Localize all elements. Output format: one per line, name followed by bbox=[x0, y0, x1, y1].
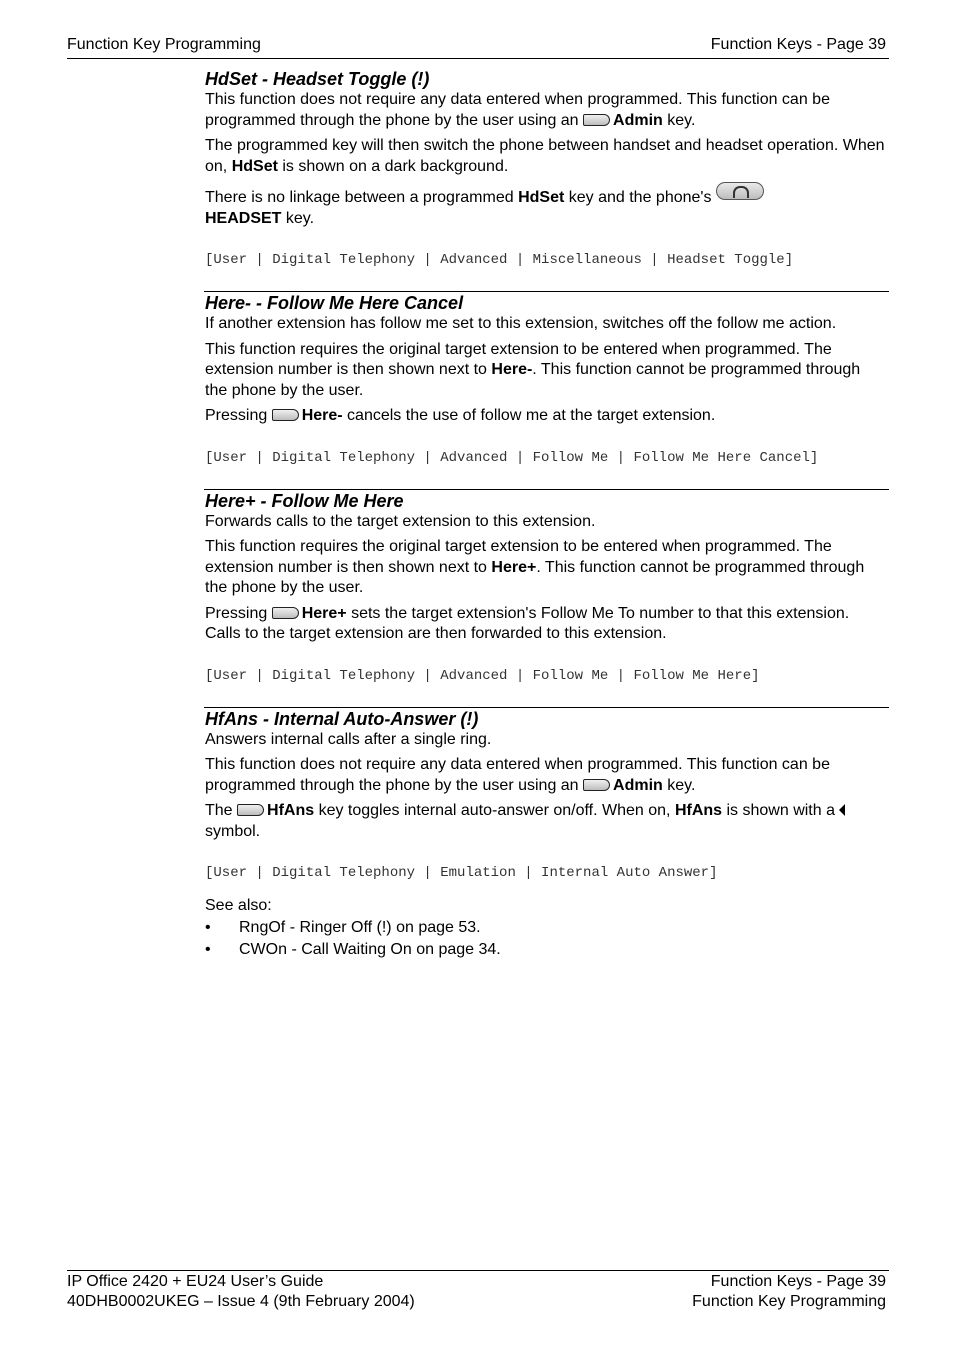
menu-path: [User | Digital Telephony | Emulation | Internal Auto Answer] bbox=[205, 865, 718, 881]
section-title: Here+ - Follow Me Here bbox=[205, 490, 404, 511]
page-content bbox=[205, 68, 889, 961]
footer-doc-id: 40DHB0002UKEG – Issue 4 (9th February 2004) bbox=[67, 1293, 415, 1310]
section-here-plus bbox=[204, 489, 889, 685]
see-also bbox=[205, 896, 889, 961]
footer-guide-title: IP Office 2420 + EU24 User’s Guide bbox=[67, 1273, 324, 1290]
see-also-list bbox=[205, 917, 889, 961]
see-also-link[interactable]: • RngOf - Ringer Off (!) on page 53. bbox=[205, 917, 889, 939]
paragraph: The HfAns key toggles internal auto-answer on/off. When on, HfAns is shown with a symbol. bbox=[205, 801, 885, 842]
paragraph: Answers internal calls after a single ring. bbox=[205, 730, 492, 748]
softkey-icon bbox=[272, 409, 299, 421]
paragraph: Pressing Here+ sets the target extension's Follow Me To number to that this extension. Calls to the target extension are then forwarded to this extension. bbox=[205, 604, 850, 642]
section-title: HfAns - Internal Auto-Answer (!) bbox=[205, 708, 479, 729]
section-here-minus bbox=[204, 291, 889, 467]
page-footer bbox=[67, 1270, 889, 1311]
paragraph: There is no linkage between a programmed HdSet key and the phone's HEADSET key. bbox=[205, 182, 885, 229]
softkey-icon bbox=[583, 114, 610, 126]
softkey-icon bbox=[237, 804, 264, 816]
section-title: HdSet - Headset Toggle (!) bbox=[205, 69, 430, 89]
section-hfans bbox=[204, 707, 889, 883]
left-arrow-symbol-icon bbox=[839, 804, 845, 816]
softkey-icon bbox=[583, 779, 610, 791]
paragraph: This function requires the original target extension to be entered when programmed. The extension number is then shown next to Here+. This function cannot be programmed through the phone by the user. bbox=[205, 538, 865, 596]
paragraph: The programmed key will then switch the phone between handset and headset operation. When on, HdSet is shown on a dark background. bbox=[205, 137, 885, 175]
section-title: Here- - Follow Me Here Cancel bbox=[205, 293, 464, 313]
headset-key-icon bbox=[716, 182, 764, 200]
paragraph: If another extension has follow me set to this extension, switches off the follow me action. bbox=[205, 315, 837, 332]
paragraph: Forwards calls to the target extension to this extension. bbox=[205, 512, 596, 530]
menu-path: [User | Digital Telephony | Advanced | Follow Me | Follow Me Here] bbox=[205, 667, 760, 684]
paragraph: This function requires the original target extension to be entered when programmed. The extension number is then shown next to Here-. This function cannot be programmed through the phone by the user. bbox=[205, 340, 861, 399]
paragraph: Pressing Here- cancels the use of follow me at the target extension. bbox=[205, 407, 716, 424]
see-also-label: See also: bbox=[205, 897, 272, 914]
menu-path: [User | Digital Telephony | Advanced | Miscellaneous | Headset Toggle] bbox=[205, 252, 794, 268]
header-right: Function Keys - Page 39 bbox=[710, 36, 886, 53]
page-header bbox=[67, 36, 889, 59]
footer-chapter: Function Key Programming bbox=[692, 1293, 886, 1310]
paragraph: This function does not require any data entered when programmed. This function can be programmed through the phone by the user using an Admin key. bbox=[205, 91, 830, 129]
section-hdset bbox=[205, 68, 889, 269]
see-also-link[interactable]: • CWOn - Call Waiting On on page 34. bbox=[205, 939, 889, 961]
menu-path: [User | Digital Telephony | Advanced | Follow Me | Follow Me Here Cancel] bbox=[205, 449, 819, 466]
footer-page: Function Keys - Page 39 bbox=[710, 1273, 886, 1290]
softkey-icon bbox=[272, 607, 299, 619]
paragraph: This function does not require any data entered when programmed. This function can be programmed through the phone by the user using an Admin key. bbox=[205, 756, 830, 794]
header-left: Function Key Programming bbox=[67, 36, 261, 53]
